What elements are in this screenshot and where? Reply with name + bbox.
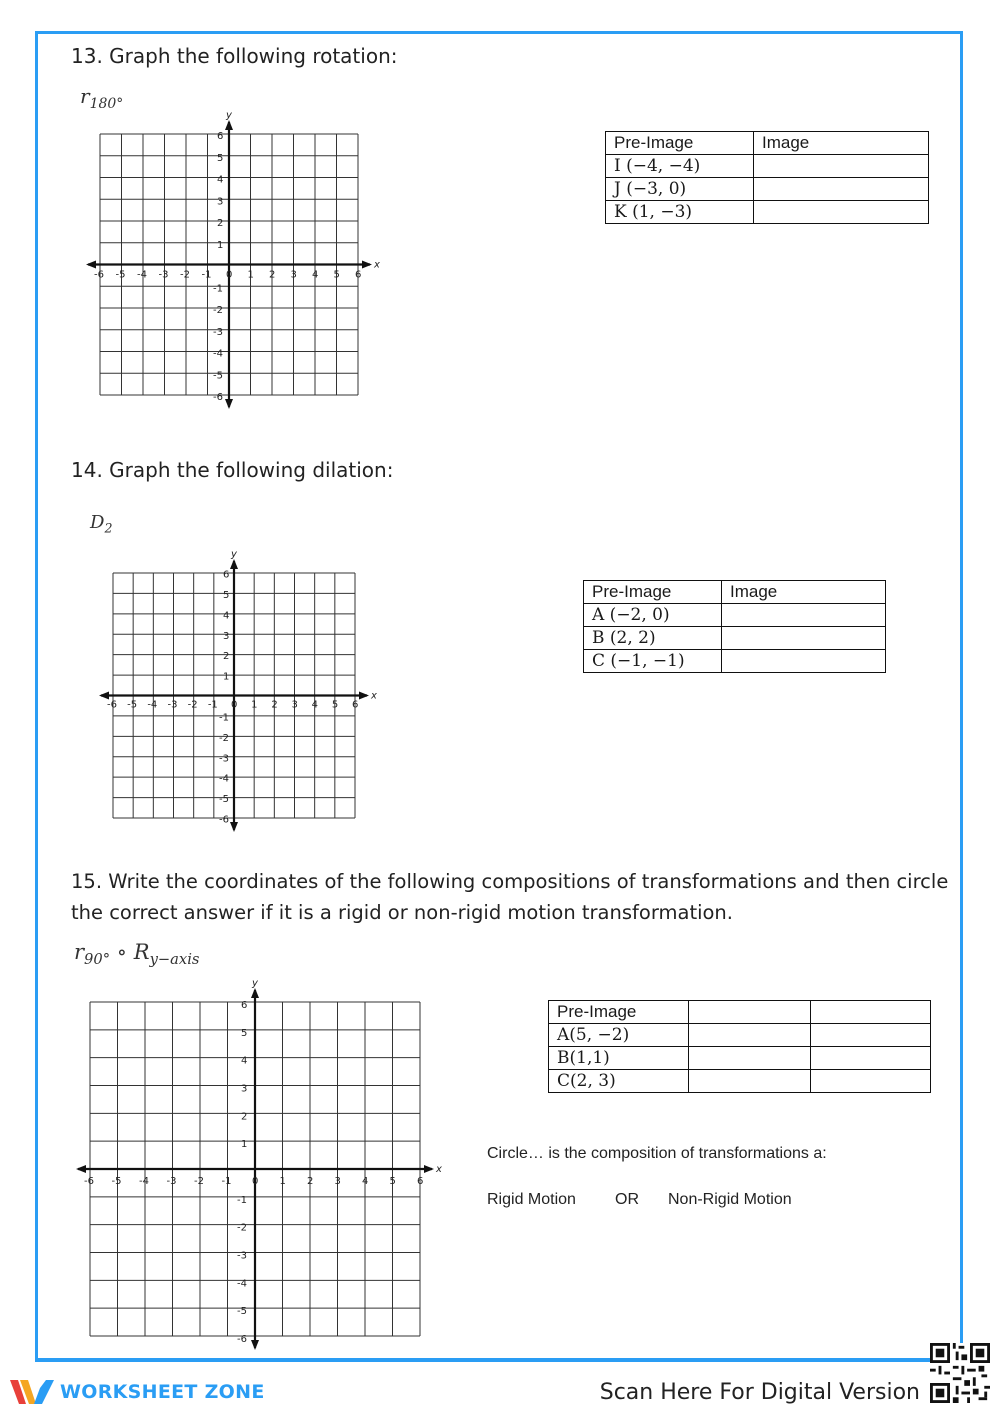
y-tick-label: 4 bbox=[217, 174, 224, 186]
y-axis-label: y bbox=[226, 110, 232, 121]
answer-cell[interactable] bbox=[689, 1024, 811, 1047]
y-tick-label: -1 bbox=[213, 283, 223, 295]
origin-label: 0 bbox=[231, 699, 238, 711]
answer-cell[interactable] bbox=[811, 1024, 931, 1047]
x-tick-label: -2 bbox=[187, 699, 198, 711]
y-tick-label: -4 bbox=[237, 1278, 247, 1290]
x-tick-label: -5 bbox=[115, 269, 126, 281]
x-tick-label: 3 bbox=[290, 269, 297, 281]
x-tick-label: 6 bbox=[355, 269, 362, 281]
y-tick-label: 3 bbox=[241, 1083, 248, 1095]
y-tick-label: -5 bbox=[237, 1306, 247, 1318]
x-tick-label: 2 bbox=[269, 269, 276, 281]
q13-transform: $r_{180^\circ}$ bbox=[80, 84, 124, 112]
table-header-image: Image bbox=[722, 581, 886, 604]
brand-worksheet: WORKSHEET bbox=[60, 1381, 198, 1403]
y-tick-label: 3 bbox=[217, 196, 224, 208]
x-tick-label: -2 bbox=[180, 269, 190, 281]
y-tick-label: 1 bbox=[217, 239, 224, 251]
y-axis-label: y bbox=[252, 978, 258, 989]
x-tick-label: -5 bbox=[111, 1176, 122, 1187]
x-tick-label: -1 bbox=[201, 269, 212, 281]
answer-cell[interactable] bbox=[811, 1001, 931, 1024]
y-tick-label: 6 bbox=[223, 569, 230, 581]
y-tick-label: -2 bbox=[237, 1222, 247, 1234]
y-tick-label: -6 bbox=[219, 814, 229, 826]
y-tick-label: -1 bbox=[237, 1194, 247, 1206]
x-tick-label: -3 bbox=[158, 269, 169, 281]
x-tick-label: -4 bbox=[137, 269, 147, 281]
y-tick-label: 4 bbox=[223, 610, 230, 622]
y-tick-label: 3 bbox=[223, 630, 230, 642]
y-tick-label: -6 bbox=[213, 392, 223, 403]
x-tick-label: 4 bbox=[311, 699, 319, 711]
q14-transform: $D_2$ bbox=[90, 512, 113, 536]
y-tick-label: -2 bbox=[219, 732, 229, 744]
point-i: I (−4, −4) bbox=[606, 155, 754, 178]
y-tick-label: 1 bbox=[223, 671, 230, 683]
q14-title: 14. Graph the following dilation: bbox=[71, 458, 394, 482]
x-tick-label: 1 bbox=[247, 269, 254, 281]
x-tick-label: 6 bbox=[417, 1176, 424, 1187]
y-tick-label: 1 bbox=[241, 1139, 248, 1151]
y-tick-label: 6 bbox=[241, 1000, 248, 1011]
point-a: A(5, −2) bbox=[549, 1024, 689, 1047]
x-tick-label: 3 bbox=[334, 1176, 341, 1187]
y-tick-label: 2 bbox=[217, 218, 224, 229]
x-tick-label: 4 bbox=[312, 269, 319, 281]
y-axis-label: y bbox=[231, 549, 237, 560]
option-rigid-motion[interactable]: Rigid Motion bbox=[487, 1191, 576, 1208]
x-tick-label: -6 bbox=[94, 269, 104, 281]
x-axis-arrow-icon bbox=[424, 1165, 434, 1173]
point-c: C (−1, −1) bbox=[584, 650, 722, 673]
x-tick-label: -6 bbox=[84, 1176, 94, 1187]
brand-zone: ZONE bbox=[204, 1381, 265, 1403]
point-c: C(2, 3) bbox=[549, 1070, 689, 1093]
x-tick-label: 1 bbox=[251, 699, 258, 711]
x-tick-label: 2 bbox=[271, 699, 278, 711]
x-axis-label: x bbox=[371, 690, 377, 702]
x-tick-label: 4 bbox=[362, 1176, 369, 1187]
answer-cell[interactable] bbox=[689, 1047, 811, 1070]
q15-title: 15. Write the coordinates of the following compositions of transformations and then circle the correct answer if it is a rigid or non-rigid motion transformation. bbox=[71, 870, 949, 924]
y-tick-label: 2 bbox=[223, 651, 230, 663]
point-b: B(1,1) bbox=[549, 1047, 689, 1070]
x-tick-label: -4 bbox=[139, 1176, 149, 1187]
point-k: K (1, −3) bbox=[606, 201, 754, 224]
x-tick-label: -3 bbox=[166, 1176, 177, 1187]
answer-cell[interactable] bbox=[689, 1070, 811, 1093]
y-tick-label: -3 bbox=[237, 1250, 247, 1262]
worksheet-zone-logo[interactable] bbox=[10, 1378, 265, 1406]
y-tick-label: -5 bbox=[213, 370, 223, 382]
point-j: J (−3, 0) bbox=[606, 178, 754, 201]
x-axis-arrow-icon bbox=[76, 1165, 86, 1173]
y-axis-arrow-icon bbox=[251, 1340, 259, 1350]
scan-text: Scan Here For Digital Version bbox=[599, 1380, 920, 1405]
option-or: OR bbox=[615, 1191, 639, 1208]
y-tick-label: -4 bbox=[219, 773, 229, 785]
x-tick-label: -1 bbox=[221, 1176, 232, 1187]
table-header-preimage: Pre-Image bbox=[606, 132, 754, 155]
x-tick-label: -1 bbox=[207, 699, 218, 711]
x-tick-label: 6 bbox=[352, 699, 359, 711]
y-tick-label: -5 bbox=[219, 794, 229, 806]
answer-cell[interactable] bbox=[811, 1070, 931, 1093]
x-tick-label: -6 bbox=[107, 699, 117, 711]
x-tick-label: 2 bbox=[307, 1176, 314, 1187]
y-tick-label: -2 bbox=[213, 305, 223, 316]
y-tick-label: 6 bbox=[217, 131, 224, 142]
y-axis-arrow-icon bbox=[251, 988, 259, 998]
x-axis-label: x bbox=[436, 1164, 442, 1175]
point-a: A (−2, 0) bbox=[584, 604, 722, 627]
logo-mark-icon bbox=[10, 1378, 54, 1406]
q15-transform: $r_{90^\circ}$ ∘ $R_{y-axis}$ bbox=[74, 940, 200, 969]
y-tick-label: -4 bbox=[213, 348, 223, 360]
origin-label: 0 bbox=[226, 269, 233, 281]
y-tick-label: -1 bbox=[219, 712, 229, 724]
y-tick-label: 5 bbox=[217, 152, 224, 164]
y-tick-label: -3 bbox=[213, 326, 223, 338]
table-header-image: Image bbox=[754, 132, 929, 155]
x-tick-label: -4 bbox=[147, 699, 158, 711]
x-tick-label: 5 bbox=[389, 1176, 396, 1187]
table-header-preimage: Pre-Image bbox=[549, 1001, 689, 1024]
x-tick-label: -3 bbox=[167, 699, 178, 711]
q13-title: 13. Graph the following rotation: bbox=[71, 44, 398, 68]
table-header-preimage: Pre-Image bbox=[584, 581, 722, 604]
option-non-rigid-motion[interactable]: Non-Rigid Motion bbox=[668, 1191, 792, 1208]
x-axis-label: x bbox=[374, 259, 380, 271]
origin-label: 0 bbox=[252, 1176, 259, 1187]
x-tick-label: 5 bbox=[331, 699, 339, 711]
x-tick-label: -2 bbox=[194, 1176, 204, 1187]
y-tick-label: -6 bbox=[237, 1334, 247, 1345]
q15-points-table bbox=[548, 1000, 931, 1093]
answer-cell[interactable] bbox=[811, 1047, 931, 1070]
x-tick-label: 3 bbox=[291, 699, 298, 711]
x-tick-label: 5 bbox=[333, 269, 340, 281]
x-tick-label: 1 bbox=[279, 1176, 286, 1187]
x-tick-label: -5 bbox=[127, 699, 138, 711]
y-tick-label: 5 bbox=[223, 589, 230, 601]
point-b: B (2, 2) bbox=[584, 627, 722, 650]
y-tick-label: 5 bbox=[241, 1027, 248, 1039]
answer-cell[interactable] bbox=[689, 1001, 811, 1024]
y-tick-label: -3 bbox=[219, 753, 229, 765]
y-tick-label: 4 bbox=[241, 1055, 248, 1067]
y-tick-label: 2 bbox=[241, 1111, 248, 1123]
qr-code-icon[interactable] bbox=[930, 1342, 990, 1404]
circle-prompt: Circle… is the composition of transformations a: bbox=[487, 1145, 827, 1162]
